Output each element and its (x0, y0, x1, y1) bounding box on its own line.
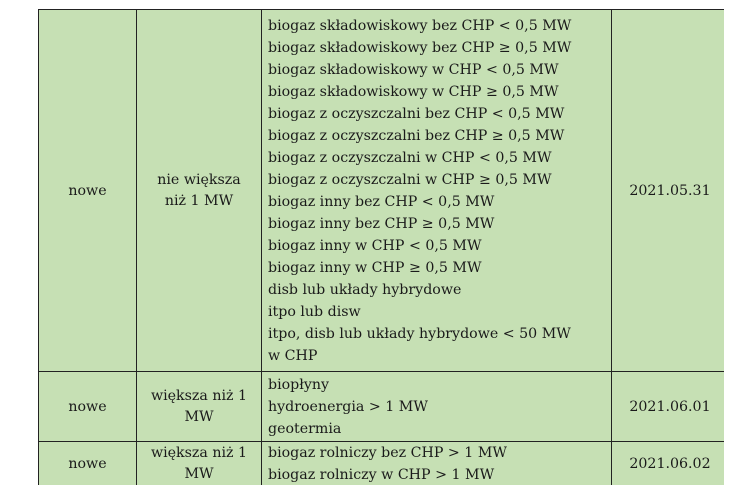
status-cell: nowe (39, 372, 137, 442)
type-item: biogaz rolniczy w CHP > 1 MW (268, 467, 495, 483)
type-item: biogaz składowiskowy w CHP ≥ 0,5 MW (268, 83, 559, 100)
capacity-cell (137, 442, 262, 486)
installation-types-cell (262, 10, 612, 372)
type-item: biogaz rolniczy bez CHP > 1 MW (268, 445, 507, 461)
table-row (39, 372, 725, 442)
date-cell: 2021.06.02 (612, 442, 725, 486)
date-cell: 2021.05.31 (612, 10, 725, 372)
type-item: biogaz składowiskowy bez CHP < 0,5 MW (268, 17, 572, 34)
type-item: biogaz inny w CHP ≥ 0,5 MW (268, 259, 482, 276)
type-item: w CHP (268, 347, 318, 364)
date-cell: 2021.06.01 (612, 372, 725, 442)
table-row (39, 442, 725, 486)
capacity-line: nie większa (157, 171, 241, 188)
type-item: biogaz składowiskowy w CHP < 0,5 MW (268, 61, 559, 78)
type-item: itpo lub disw (268, 303, 361, 320)
installation-types-cell (262, 372, 612, 442)
auction-schedule-table (38, 9, 724, 485)
status-cell: nowe (39, 10, 137, 372)
type-item: biogaz z oczyszczalni w CHP < 0,5 MW (268, 149, 552, 166)
table-row (39, 10, 725, 372)
type-item: biogaz inny bez CHP ≥ 0,5 MW (268, 215, 495, 232)
type-item: biogaz z oczyszczalni bez CHP ≥ 0,5 MW (268, 127, 565, 144)
type-item: biogaz z oczyszczalni w CHP ≥ 0,5 MW (268, 171, 552, 188)
capacity-line: MW (184, 408, 214, 425)
capacity-line: większa niż 1 (150, 387, 248, 404)
capacity-line: niż 1 MW (164, 192, 234, 209)
type-item: biopłyny (268, 376, 330, 393)
auction-table-container (38, 9, 724, 485)
capacity-line: MW (184, 466, 214, 482)
installation-types-cell (262, 442, 612, 486)
type-item: disb lub układy hybrydowe (268, 281, 462, 298)
type-item: geotermia (268, 420, 342, 437)
type-item: biogaz inny w CHP < 0,5 MW (268, 237, 482, 254)
type-item: biogaz z oczyszczalni bez CHP < 0,5 MW (268, 105, 565, 122)
capacity-cell (137, 10, 262, 372)
capacity-line: większa niż 1 (150, 445, 248, 461)
type-item: hydroenergia > 1 MW (268, 398, 428, 415)
type-item: itpo, disb lub układy hybrydowe < 50 MW (268, 325, 571, 342)
status-cell: nowe (39, 442, 137, 486)
capacity-cell (137, 372, 262, 442)
type-item: biogaz inny bez CHP < 0,5 MW (268, 193, 495, 210)
type-item: biogaz składowiskowy bez CHP ≥ 0,5 MW (268, 39, 572, 56)
